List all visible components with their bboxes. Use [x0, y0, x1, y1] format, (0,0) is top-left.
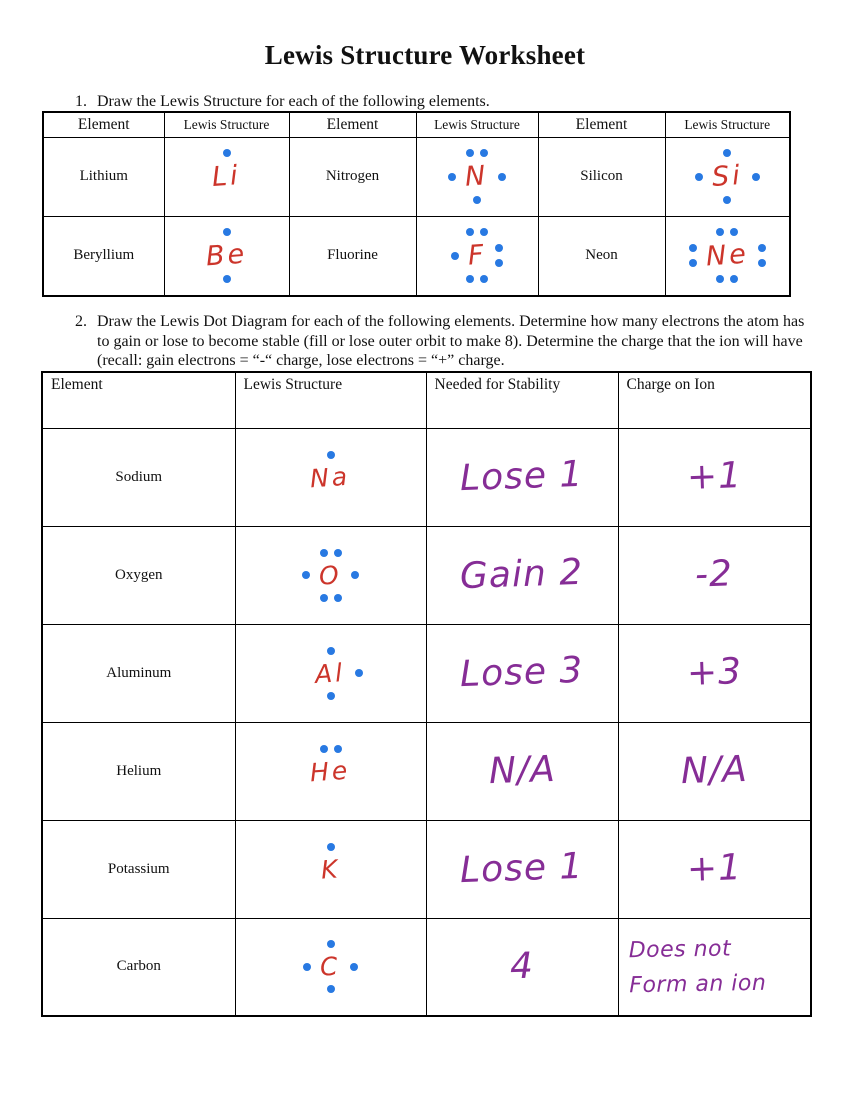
column-header-needed-for-stability: Needed for Stability	[426, 372, 618, 428]
electron-dot-group	[256, 252, 264, 260]
stability-cell	[426, 526, 618, 624]
electron-dot	[480, 275, 488, 283]
lewis-structure-drawing	[417, 228, 538, 283]
electron-dot-group	[723, 149, 731, 157]
electron-dot-group	[350, 963, 358, 971]
element-symbol: F	[466, 239, 488, 272]
element-name-cell: Potassium	[42, 820, 235, 918]
electron-dot	[327, 940, 335, 948]
element-symbol: He	[309, 755, 352, 787]
electron-dot-group	[466, 275, 488, 283]
electron-dot-group	[298, 669, 306, 677]
question-1-number: 1.	[75, 93, 87, 110]
stability-answer: Lose 1	[459, 846, 585, 892]
electron-dot-group	[716, 228, 738, 236]
electron-dot-group	[349, 865, 357, 873]
question-2-text: Draw the Lewis Dot Diagram for each of the following elements. Determine how many electrons the atom has to gain or lose to become stable (fill or lose outer orbit to make 8). Determine the charge that the ion will have (recall: gain electrons = “-“ charge, lose electrons = “+” charge.	[97, 313, 805, 370]
electron-dot	[752, 173, 760, 181]
lewis-structure-cell	[235, 428, 426, 526]
stability-answer: 4	[509, 945, 535, 988]
charge-answer: +1	[685, 455, 743, 499]
element-symbol: O	[318, 559, 343, 591]
electron-dot-group	[360, 767, 368, 775]
electron-dot-group	[695, 173, 703, 181]
stability-cell	[426, 918, 618, 1016]
electron-dot	[758, 244, 766, 252]
electron-dot	[689, 259, 697, 267]
element-name-cell: Oxygen	[42, 526, 235, 624]
electron-dot-group	[758, 244, 766, 267]
electron-dot	[451, 252, 459, 260]
electron-dot	[334, 594, 342, 602]
question-1-text: Draw the Lewis Structure for each of the following elements.	[97, 93, 490, 110]
table-row	[42, 526, 811, 624]
electron-dot-group	[495, 244, 503, 267]
electron-dot	[355, 669, 363, 677]
table-row	[42, 428, 811, 526]
stability-answer: Lose 1	[459, 454, 585, 500]
element-symbol: Be	[204, 238, 249, 273]
electron-dot-group	[250, 173, 258, 181]
element-symbol: Li	[211, 160, 242, 193]
lewis-structure-cell	[235, 918, 426, 1016]
element-symbol: Al	[314, 657, 347, 689]
electron-dot	[716, 275, 724, 283]
charge-cell	[618, 918, 811, 1016]
electron-dot	[716, 228, 724, 236]
electron-dot-group	[293, 473, 301, 481]
electron-dot-group	[320, 594, 342, 602]
lewis-structure-cell	[665, 137, 790, 216]
electron-dot	[334, 745, 342, 753]
elements-table	[42, 111, 791, 297]
question-1	[75, 92, 490, 112]
electron-dot-group	[448, 173, 456, 181]
lewis-structure-drawing	[236, 745, 426, 798]
electron-dot-group	[360, 473, 368, 481]
electron-dot-group	[293, 767, 301, 775]
lewis-structure-drawing	[236, 940, 426, 993]
electron-dot-group	[327, 843, 335, 851]
charge-answer: Does not Form an ion	[627, 935, 767, 998]
electron-dot	[498, 173, 506, 181]
electron-dot-group	[303, 963, 311, 971]
ions-table	[41, 371, 812, 1017]
lewis-structure-drawing	[236, 451, 426, 504]
lewis-structure-cell	[416, 137, 538, 216]
table-header-row	[43, 112, 790, 137]
electron-dot-group	[355, 669, 363, 677]
electron-dot-group	[223, 149, 231, 157]
electron-dot	[480, 149, 488, 157]
electron-dot-group	[320, 745, 342, 753]
electron-dot	[327, 451, 335, 459]
element-symbol: K	[319, 853, 342, 885]
electron-dot-group	[304, 865, 312, 873]
electron-dot	[327, 985, 335, 993]
column-header-charge-on-ion: Charge on Ion	[618, 372, 811, 428]
electron-dot	[730, 228, 738, 236]
electron-dot	[480, 228, 488, 236]
lewis-structure-cell	[164, 216, 289, 296]
element-name-cell: Lithium	[43, 137, 164, 216]
lewis-structure-drawing	[236, 843, 426, 896]
stability-cell	[426, 624, 618, 722]
page-title: Lewis Structure Worksheet	[264, 40, 586, 70]
element-symbol: Na	[309, 461, 352, 493]
electron-dot	[320, 594, 328, 602]
stability-cell	[426, 820, 618, 918]
electron-dot	[320, 745, 328, 753]
charge-answer: +1	[685, 847, 743, 891]
electron-dot-group	[466, 149, 488, 157]
electron-dot	[327, 843, 335, 851]
column-header-element: Element	[42, 372, 235, 428]
lewis-structure-drawing	[417, 149, 538, 204]
lewis-structure-cell	[235, 526, 426, 624]
question-2-number: 2.	[75, 313, 87, 330]
charge-cell	[618, 624, 811, 722]
table-header-row	[42, 372, 811, 428]
electron-dot	[320, 549, 328, 557]
electron-dot-group	[351, 571, 359, 579]
electron-dot	[223, 275, 231, 283]
lewis-structure-drawing	[666, 149, 790, 204]
electron-dot	[303, 963, 311, 971]
electron-dot	[495, 259, 503, 267]
column-header-lewis-structure: Lewis Structure	[235, 372, 426, 428]
electron-dot-group	[473, 196, 481, 204]
electron-dot	[466, 275, 474, 283]
electron-dot	[723, 196, 731, 204]
electron-dot-group	[451, 252, 459, 260]
electron-dot	[695, 173, 703, 181]
question-2	[75, 312, 820, 371]
electron-dot	[223, 149, 231, 157]
column-header-lewis-structure: Lewis Structure	[665, 112, 790, 137]
charge-cell	[618, 526, 811, 624]
element-name-cell: Silicon	[538, 137, 665, 216]
electron-dot-group	[327, 451, 335, 459]
electron-dot-group	[327, 790, 335, 798]
stability-cell	[426, 428, 618, 526]
electron-dot-group	[716, 275, 738, 283]
electron-dot	[466, 149, 474, 157]
element-name-cell: Helium	[42, 722, 235, 820]
electron-dot-group	[327, 496, 335, 504]
electron-dot	[334, 549, 342, 557]
lewis-structure-cell	[235, 820, 426, 918]
electron-dot-group	[327, 940, 335, 948]
electron-dot	[351, 571, 359, 579]
element-symbol: N	[464, 160, 490, 193]
charge-answer: +3	[685, 651, 743, 695]
table-row	[42, 820, 811, 918]
electron-dot-group	[689, 244, 697, 267]
element-name-cell: Neon	[538, 216, 665, 296]
electron-dot-group	[223, 275, 231, 283]
electron-dot-group	[327, 888, 335, 896]
electron-dot	[730, 275, 738, 283]
electron-dot	[327, 647, 335, 655]
electron-dot	[473, 196, 481, 204]
table-row	[43, 137, 790, 216]
table-row	[42, 624, 811, 722]
element-name-cell: Beryllium	[43, 216, 164, 296]
electron-dot-group	[466, 228, 488, 236]
charge-cell	[618, 428, 811, 526]
lewis-structure-cell	[416, 216, 538, 296]
column-header-element: Element	[538, 112, 665, 137]
electron-dot-group	[189, 252, 197, 260]
element-name-cell: Fluorine	[289, 216, 416, 296]
lewis-structure-drawing	[165, 149, 289, 204]
electron-dot-group	[327, 647, 335, 655]
charge-cell	[618, 820, 811, 918]
lewis-structure-drawing	[236, 549, 426, 602]
electron-dot	[689, 244, 697, 252]
electron-dot	[302, 571, 310, 579]
charge-answer: -2	[694, 553, 734, 596]
lewis-structure-cell	[164, 137, 289, 216]
element-name-cell: Sodium	[42, 428, 235, 526]
stability-answer: N/A	[487, 749, 557, 793]
column-header-lewis-structure: Lewis Structure	[164, 112, 289, 137]
lewis-structure-cell	[235, 624, 426, 722]
stability-answer: Lose 3	[459, 650, 585, 696]
electron-dot	[448, 173, 456, 181]
electron-dot-group	[752, 173, 760, 181]
electron-dot	[350, 963, 358, 971]
charge-answer: N/A	[680, 749, 749, 793]
electron-dot-group	[320, 549, 342, 557]
electron-dot-group	[223, 228, 231, 236]
electron-dot-group	[723, 196, 731, 204]
element-symbol: Ne	[704, 238, 750, 273]
charge-cell	[618, 722, 811, 820]
electron-dot-group	[498, 173, 506, 181]
lewis-structure-cell	[665, 216, 790, 296]
element-symbol: Si	[710, 159, 744, 194]
electron-dot	[758, 259, 766, 267]
element-name-cell: Carbon	[42, 918, 235, 1016]
lewis-structure-drawing	[165, 228, 289, 283]
table-row	[42, 918, 811, 1016]
table-row	[43, 216, 790, 296]
electron-dot-group	[302, 571, 310, 579]
lewis-structure-drawing	[236, 647, 426, 700]
column-header-lewis-structure: Lewis Structure	[416, 112, 538, 137]
electron-dot	[327, 692, 335, 700]
column-header-element: Element	[43, 112, 164, 137]
column-header-element: Element	[289, 112, 416, 137]
electron-dot-group	[327, 692, 335, 700]
stability-answer: Gain 2	[459, 552, 585, 598]
electron-dot-group	[223, 196, 231, 204]
electron-dot	[466, 228, 474, 236]
electron-dot-group	[327, 985, 335, 993]
element-name-cell: Aluminum	[42, 624, 235, 722]
lewis-structure-cell	[235, 722, 426, 820]
electron-dot	[723, 149, 731, 157]
electron-dot	[495, 244, 503, 252]
element-symbol: C	[319, 951, 342, 982]
stability-cell	[426, 722, 618, 820]
element-name-cell: Nitrogen	[289, 137, 416, 216]
electron-dot-group	[195, 173, 203, 181]
lewis-structure-drawing	[666, 228, 790, 283]
electron-dot	[223, 228, 231, 236]
table-row	[42, 722, 811, 820]
